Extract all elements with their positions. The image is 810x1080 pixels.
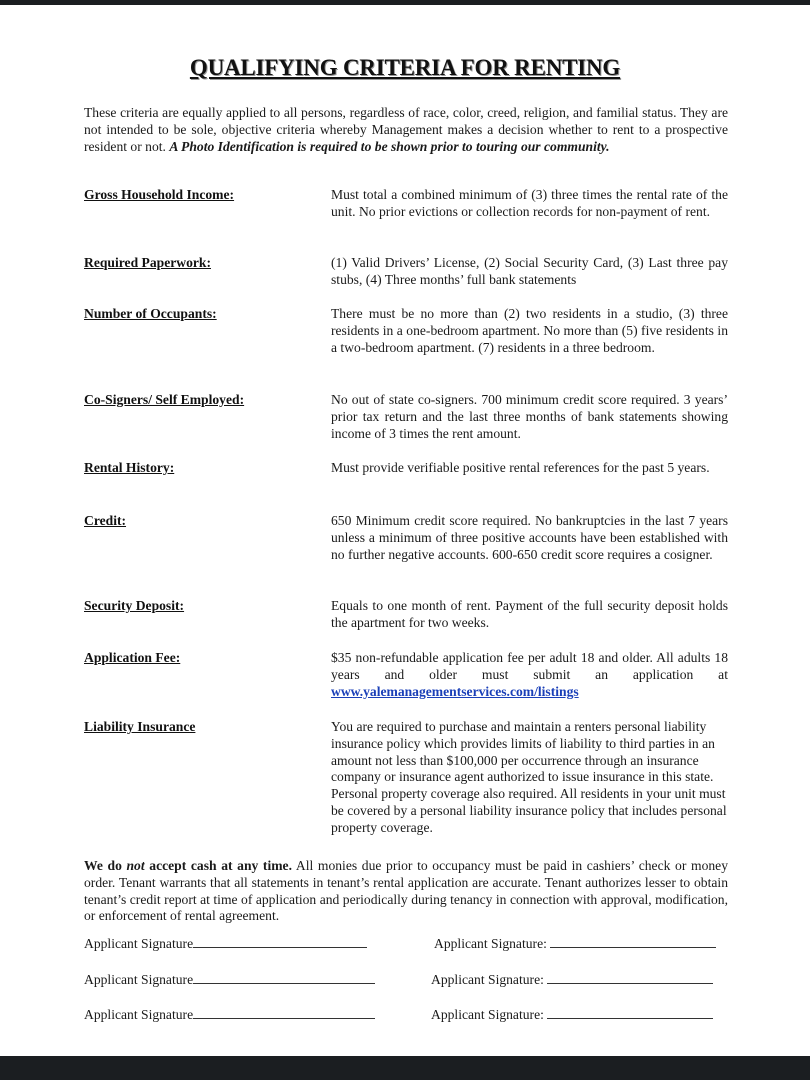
- signature-line[interactable]: [547, 1006, 713, 1019]
- application-fee-text: $35 non-refundable application fee per adult 18 and older. All adults 18 years and older must submit an application at: [331, 650, 728, 682]
- document-title: QUALIFYING CRITERIA FOR RENTING: [189, 55, 621, 80]
- criteria-value: No out of state co-signers. 700 minimum credit score required. 3 years’ prior tax return and the last three months of bank statements showing income of 3 times the rent amount.: [331, 392, 728, 441]
- criteria-value: [331, 650, 728, 700]
- no-cash-suffix: accept cash at any time.: [144, 858, 292, 873]
- criteria-label: Liability Insurance: [84, 719, 196, 734]
- intro-emphasis: A Photo Identification is required to be shown prior to touring our community.: [169, 138, 610, 154]
- signature-field-left-2[interactable]: [84, 971, 375, 988]
- listings-link[interactable]: www.yalemanagementservices.com/listings: [331, 683, 579, 699]
- signature-label: Applicant Signature: [84, 936, 194, 951]
- signature-field-right-2[interactable]: [431, 971, 713, 988]
- signature-line[interactable]: [193, 935, 367, 948]
- criteria-value: There must be no more than (2) two residents in a studio, (3) three residents in a one-bedroom apartment. No more than (5) five residents in a two-bedroom apartment. (7) residents in a three bedroom.: [331, 306, 728, 355]
- criteria-value: 650 Minimum credit score required. No bankruptcies in the last 7 years unless a minimum of three positive accounts have been established with no further negative accounts. 600-650 credit score requires a cosigner.: [331, 513, 728, 562]
- criteria-label: Required Paperwork:: [84, 255, 211, 270]
- signature-label: Applicant Signature: [84, 1007, 194, 1022]
- criteria-label: Security Deposit:: [84, 598, 185, 613]
- criteria-label: Rental History:: [84, 460, 175, 475]
- signature-label: Applicant Signature:: [431, 1007, 544, 1022]
- signature-line[interactable]: [550, 935, 716, 948]
- criteria-label: Co-Signers/ Self Employed:: [84, 392, 245, 407]
- intro-paragraph: [84, 105, 728, 155]
- signature-line[interactable]: [193, 1006, 375, 1019]
- signature-field-right-3[interactable]: [431, 1006, 713, 1023]
- criteria-value: You are required to purchase and maintain a renters personal liability insurance policy which provides limits of liability to third parties in an amount not less than $100,000 per occurrence through an insurance company or insurance agent authorized to issue insurance in this state. Personal property coverage also required. All residents in your unit must be covered by a personal liability insurance policy that includes personal property coverage.: [331, 719, 727, 835]
- signature-line[interactable]: [193, 971, 375, 984]
- no-cash-prefix: We do: [84, 858, 127, 873]
- signature-field-right-1[interactable]: [434, 935, 716, 952]
- criteria-label: Number of Occupants:: [84, 306, 217, 321]
- criteria-label: Application Fee:: [84, 650, 181, 665]
- document-page: [0, 5, 810, 1056]
- criteria-value: Must total a combined minimum of (3) three times the rental rate of the unit. No prior evictions or collection records for non-payment of rent.: [331, 187, 728, 219]
- criteria-label: Gross Household Income:: [84, 187, 235, 202]
- signature-field-left-1[interactable]: [84, 935, 367, 952]
- signature-line[interactable]: [547, 971, 713, 984]
- bottom-bar: [0, 1056, 810, 1080]
- criteria-value: Must provide verifiable positive rental references for the past 5 years.: [331, 460, 710, 475]
- criteria-value: (1) Valid Drivers’ License, (2) Social Security Card, (3) Last three pay stubs, (4) Three months’ full bank statements: [331, 255, 728, 287]
- payment-terms-text: All monies due prior to occupancy must be paid in cashiers’ check or money order. Tenant warrants that all statements in tenant’s rental application are accurate. Tenant authorizes lesser to obtain tenant’s credit report at time of application and periodically during tenancy in connection with approval, modification, or enforcement of rental agreement.: [84, 858, 728, 924]
- no-cash-emphasis: not: [126, 858, 145, 873]
- intro-text: These criteria are equally applied to all persons, regardless of race, color, creed, religion, and familial status. They are not intended to be sole, objective criteria whereby Management makes a decision whether to rent to a prospective resident or not.: [84, 105, 728, 154]
- criteria-label: Credit:: [84, 513, 127, 528]
- signature-label: Applicant Signature: [84, 972, 194, 987]
- signature-label: Applicant Signature:: [434, 936, 547, 951]
- signature-label: Applicant Signature:: [431, 972, 544, 987]
- signature-field-left-3[interactable]: [84, 1006, 375, 1023]
- criteria-value: Equals to one month of rent. Payment of the full security deposit holds the apartment for two weeks.: [331, 598, 728, 630]
- payment-terms-paragraph: [84, 858, 728, 925]
